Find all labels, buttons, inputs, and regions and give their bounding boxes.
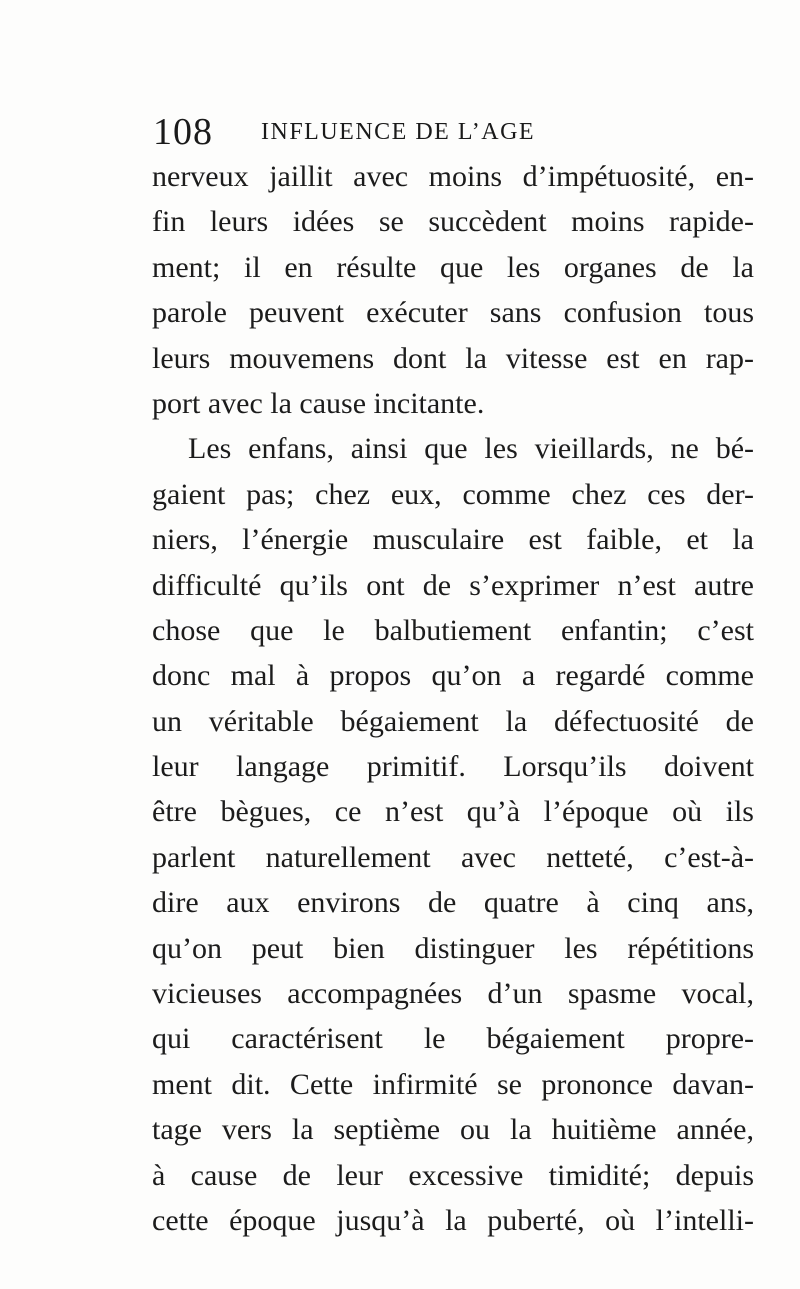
text-line: leur langage primitif. Lorsqu’ils doivent (152, 750, 754, 784)
text-line: ment dit. Cette infirmité se prononce davan- (152, 1067, 754, 1101)
running-title: INFLUENCE DE L’AGE (261, 119, 536, 145)
text-line: niers, l’énergie musculaire est faible, et la (152, 523, 754, 557)
text-line: qu’on peut bien distinguer les répétitions (152, 931, 754, 965)
text-line: qui caractérisent le bégaiement propre- (152, 1022, 754, 1056)
text-line: difficulté qu’ils ont de s’exprimer n’est autre (152, 568, 754, 602)
text-line: cette époque jusqu’à la puberté, où l’intelli- (152, 1203, 754, 1237)
text-line: nerveux jaillit avec moins d’impétuosité, en- (152, 160, 754, 193)
body-text (152, 154, 754, 1243)
text-line: donc mal à propos qu’on a regardé comme (152, 659, 754, 693)
text-line: Les enfans, ainsi que les vieillards, ne bé- (188, 432, 754, 466)
text-line: être bègues, ce n’est qu’à l’époque où ils (152, 795, 754, 829)
page-number: 108 (153, 111, 213, 153)
text-line: fin leurs idées se succèdent moins rapide- (152, 205, 754, 239)
text-line: un véritable bégaiement la défectuosité de (152, 704, 754, 738)
page-header (153, 110, 753, 154)
text-line: vicieuses accompagnées d’un spasme vocal, (152, 977, 754, 1011)
text-line: chose que le balbutiement enfantin; c’est (152, 613, 754, 647)
text-line: port avec la cause incitante. (152, 386, 485, 420)
text-line: parlent naturellement avec netteté, c’est-à- (152, 840, 754, 874)
text-line: dire aux environs de quatre à cinq ans, (152, 886, 754, 920)
text-line: leurs mouvemens dont la vitesse est en rap- (152, 341, 754, 375)
text-line: gaient pas; chez eux, comme chez ces der- (152, 477, 754, 511)
text-line: ment; il en résulte que les organes de la (152, 250, 754, 284)
text-line: à cause de leur excessive timidité; depuis (152, 1158, 754, 1192)
text-line: parole peuvent exécuter sans confusion tous (152, 296, 754, 330)
text-line: tage vers la septième ou la huitième année, (152, 1113, 754, 1147)
